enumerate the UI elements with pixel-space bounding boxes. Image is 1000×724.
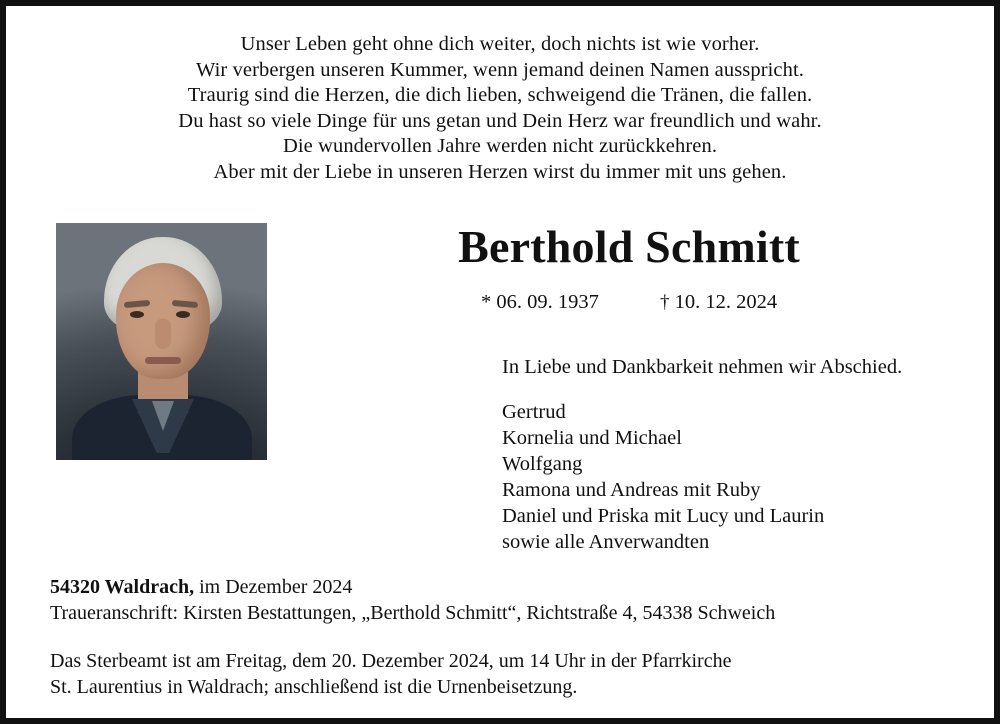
photo-nose [155, 319, 171, 349]
death-date: 10. 12. 2024 [674, 291, 778, 313]
place: 54320 Waldrach, [50, 576, 195, 598]
poem-line: Unser Leben geht ohne dich weiter, doch nichts ist wie vorher. [240, 33, 760, 55]
photo-eye-right [176, 311, 190, 318]
poem-line: Aber mit der Liebe in unseren Herzen wirst du immer mit uns gehen. [213, 160, 787, 183]
family-list [350, 399, 950, 555]
family-member: Ramona und Andreas mit Ruby [502, 479, 761, 501]
poem-line: Traurig sind die Herzen, die dich lieben, schweigend die Tränen, die fallen. [187, 84, 813, 106]
service-line-1: Das Sterbeamt ist am Freitag, dem 20. Dezember 2024, um 14 Uhr in der Pfarrkirche [50, 650, 732, 672]
family-member: Wolfgang [502, 453, 583, 475]
family-member: Kornelia und Michael [502, 427, 682, 449]
poem-line: Du hast so viele Dinge für uns getan und Dein Herz war freundlich und wahr. [178, 109, 822, 132]
memorial-poem [50, 32, 950, 185]
portrait-photo [56, 223, 267, 460]
service-info [50, 648, 950, 700]
mourning-address: Traueranschrift: Kirsten Bestattungen, „Berthold Schmitt“, Richtstraße 4, 54338 Schweich [50, 602, 776, 624]
cross-icon: † [659, 292, 670, 313]
service-line-2: St. Laurentius in Waldrach; anschließend ist die Urnenbeisetzung. [50, 676, 578, 698]
obituary-content [6, 6, 994, 718]
poem-line: Die wundervollen Jahre werden nicht zurückkehren. [282, 135, 718, 157]
main-section [50, 219, 950, 559]
farewell-text: In Liebe und Dankbarkeit nehmen wir Abschied. [502, 356, 903, 378]
family-member: Gertrud [502, 401, 566, 423]
birth-date: * 06. 09. 1937 [480, 291, 599, 313]
deceased-name: Berthold Schmitt [458, 221, 800, 272]
life-dates [350, 291, 950, 314]
family-member: Daniel und Priska mit Lucy und Laurin [502, 505, 825, 527]
family-member: sowie alle Anverwandten [502, 531, 710, 553]
photo-eye-left [130, 311, 144, 318]
poem-line: Wir verbergen unseren Kummer, wenn jemand deinen Namen ausspricht. [196, 58, 804, 81]
details-column [350, 219, 950, 555]
footer-section [50, 574, 950, 700]
footer-date: im Dezember 2024 [194, 576, 353, 598]
photo-mouth [145, 357, 181, 364]
place-and-date [50, 574, 950, 600]
